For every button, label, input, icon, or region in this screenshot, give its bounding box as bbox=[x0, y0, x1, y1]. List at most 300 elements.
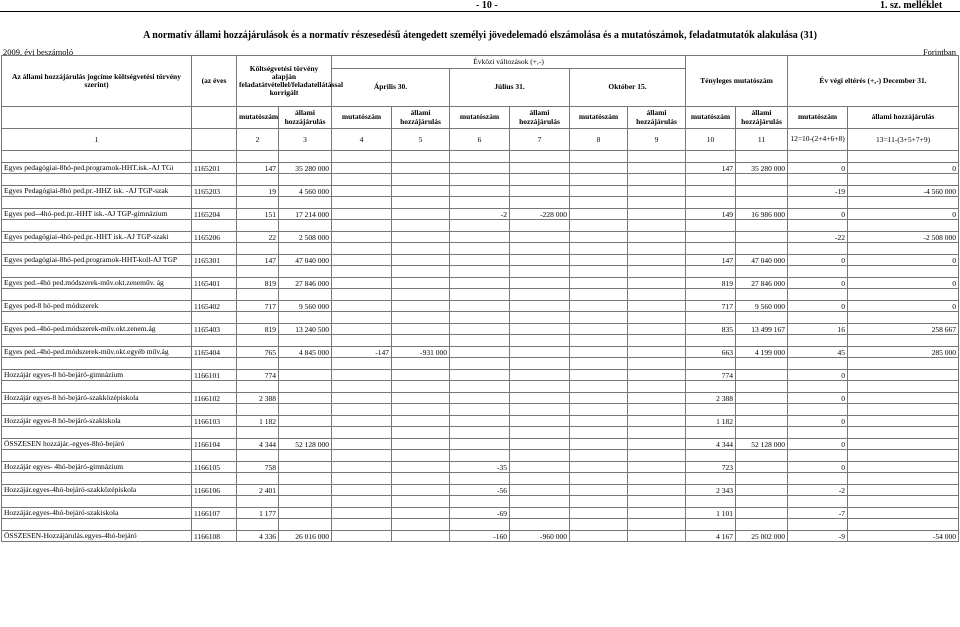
row-name: Egyes pedagógiai-8hó-ped.programok-HHT-koll-AJ TGP bbox=[2, 255, 192, 266]
row-cell-c3: 47 040 000 bbox=[279, 255, 332, 266]
row-cell-c5: -931 000 bbox=[392, 347, 450, 358]
row-cell-c3 bbox=[279, 370, 332, 381]
row-cell-c9 bbox=[628, 370, 686, 381]
row-cell-c7 bbox=[510, 416, 570, 427]
row-cell-c9 bbox=[628, 278, 686, 289]
row-spacer bbox=[2, 266, 959, 278]
row-name: Egyes ped.-4hó-ped.módszerek-műv.okt.zenem.ág bbox=[2, 324, 192, 335]
row-cell-c6 bbox=[450, 347, 510, 358]
sub-header-mutatoszam: mutatószám bbox=[788, 107, 848, 129]
row-cell-c8 bbox=[570, 209, 628, 220]
row-cell-c2: 147 bbox=[237, 255, 279, 266]
row-spacer bbox=[2, 404, 959, 416]
row-cell-c4 bbox=[332, 232, 392, 243]
row-cell-c8 bbox=[570, 485, 628, 496]
row-cell-c9 bbox=[628, 462, 686, 473]
row-cell-c3 bbox=[279, 416, 332, 427]
row-cell-c5 bbox=[392, 416, 450, 427]
row-cell-c7 bbox=[510, 370, 570, 381]
row-cell-c9 bbox=[628, 485, 686, 496]
table-row bbox=[2, 439, 959, 450]
row-cell-c2: 4 336 bbox=[237, 531, 279, 542]
row-cell-c6: -2 bbox=[450, 209, 510, 220]
row-cell-c13 bbox=[848, 416, 959, 427]
row-code: 1166104 bbox=[192, 439, 237, 450]
row-cell-c13: 0 bbox=[848, 163, 959, 174]
row-spacer bbox=[2, 243, 959, 255]
row-name: Hozzájár.egyes-4hó-bejáró-szakközépiskola bbox=[2, 485, 192, 496]
row-cell-c5 bbox=[392, 324, 450, 335]
row-cell-c12: -7 bbox=[788, 508, 848, 519]
row-cell-c10: 147 bbox=[686, 163, 736, 174]
row-cell-c12: 0 bbox=[788, 301, 848, 312]
row-cell-c6: -56 bbox=[450, 485, 510, 496]
row-cell-c2: 4 344 bbox=[237, 439, 279, 450]
header-july: Július 31. bbox=[450, 69, 570, 107]
row-cell-c11 bbox=[736, 462, 788, 473]
row-cell-c12: 0 bbox=[788, 209, 848, 220]
row-cell-c8 bbox=[570, 301, 628, 312]
row-cell-c6 bbox=[450, 186, 510, 197]
row-cell-c2: 151 bbox=[237, 209, 279, 220]
row-cell-c12: 45 bbox=[788, 347, 848, 358]
row-cell-c5 bbox=[392, 255, 450, 266]
row-cell-c8 bbox=[570, 324, 628, 335]
row-cell-c7 bbox=[510, 485, 570, 496]
row-cell-c8 bbox=[570, 347, 628, 358]
row-cell-c7 bbox=[510, 301, 570, 312]
column-number: 6 bbox=[450, 129, 510, 151]
row-cell-c4 bbox=[332, 186, 392, 197]
row-name: Hozzájár egyes- 4hó-bejáró-gimnázium bbox=[2, 462, 192, 473]
table-row bbox=[2, 393, 959, 404]
row-cell-c5 bbox=[392, 439, 450, 450]
row-cell-c9 bbox=[628, 416, 686, 427]
row-cell-c9 bbox=[628, 163, 686, 174]
row-cell-c8 bbox=[570, 416, 628, 427]
row-name: ÖSSZESEN hozzájár.-egyes-8hó-bejáró bbox=[2, 439, 192, 450]
row-cell-c13: 0 bbox=[848, 209, 959, 220]
row-cell-c12: 0 bbox=[788, 462, 848, 473]
row-code: 1165203 bbox=[192, 186, 237, 197]
row-cell-c10: 2 343 bbox=[686, 485, 736, 496]
row-cell-c5 bbox=[392, 301, 450, 312]
row-cell-c11: 4 199 000 bbox=[736, 347, 788, 358]
row-spacer bbox=[2, 358, 959, 370]
column-number: 3 bbox=[279, 129, 332, 151]
header-october: Október 15. bbox=[570, 69, 686, 107]
row-cell-c10: 774 bbox=[686, 370, 736, 381]
row-cell-c10 bbox=[686, 232, 736, 243]
row-cell-c9 bbox=[628, 508, 686, 519]
table-row bbox=[2, 209, 959, 220]
table-row bbox=[2, 416, 959, 427]
column-number: 12=10-(2+4+6+8) bbox=[788, 129, 848, 151]
row-cell-c10: 149 bbox=[686, 209, 736, 220]
row-cell-c6 bbox=[450, 393, 510, 404]
row-cell-c3 bbox=[279, 485, 332, 496]
main-title: A normatív állami hozzájárulások és a normatív részesedésű átengedett személyi jövedelemadó elszámolása és a mutatószámok, feladatmutatók alakulása (31) bbox=[143, 30, 817, 41]
row-cell-c2: 1 177 bbox=[237, 508, 279, 519]
row-cell-c13 bbox=[848, 370, 959, 381]
row-spacer bbox=[2, 312, 959, 324]
row-cell-c12: 16 bbox=[788, 324, 848, 335]
row-cell-c2: 819 bbox=[237, 324, 279, 335]
row-name: Egyes pedagógiai-8hó-ped.programok-HHT.isk.-AJ TGi bbox=[2, 163, 192, 174]
row-cell-c4 bbox=[332, 255, 392, 266]
row-cell-c11: 27 846 000 bbox=[736, 278, 788, 289]
row-cell-c9 bbox=[628, 347, 686, 358]
row-cell-c2: 717 bbox=[237, 301, 279, 312]
table-row bbox=[2, 255, 959, 266]
header-budget: Költségvetési törvény alapján feladatátvétellel/feladatellátással korrigált bbox=[237, 56, 332, 107]
row-cell-c7 bbox=[510, 393, 570, 404]
row-cell-c4 bbox=[332, 439, 392, 450]
row-cell-c5 bbox=[392, 186, 450, 197]
row-cell-c2: 774 bbox=[237, 370, 279, 381]
row-cell-c13 bbox=[848, 508, 959, 519]
row-cell-c5 bbox=[392, 531, 450, 542]
row-code: 1166101 bbox=[192, 370, 237, 381]
row-code: 1165404 bbox=[192, 347, 237, 358]
row-cell-c9 bbox=[628, 186, 686, 197]
row-cell-c6: -35 bbox=[450, 462, 510, 473]
row-cell-c5 bbox=[392, 370, 450, 381]
row-cell-c8 bbox=[570, 163, 628, 174]
row-name: Hozzájár egyes-8 hó-bejáró-szakközépiskola bbox=[2, 393, 192, 404]
row-cell-c10: 663 bbox=[686, 347, 736, 358]
row-cell-c11 bbox=[736, 186, 788, 197]
row-spacer bbox=[2, 450, 959, 462]
column-number: 10 bbox=[686, 129, 736, 151]
row-cell-c11 bbox=[736, 393, 788, 404]
row-cell-c11: 16 986 000 bbox=[736, 209, 788, 220]
row-code: 1166103 bbox=[192, 416, 237, 427]
row-cell-c12: -9 bbox=[788, 531, 848, 542]
row-cell-c13: 285 000 bbox=[848, 347, 959, 358]
row-cell-c8 bbox=[570, 232, 628, 243]
row-cell-c6: -69 bbox=[450, 508, 510, 519]
row-cell-c8 bbox=[570, 531, 628, 542]
row-cell-c10: 717 bbox=[686, 301, 736, 312]
row-cell-c3 bbox=[279, 508, 332, 519]
row-cell-c3: 2 508 000 bbox=[279, 232, 332, 243]
row-cell-c5 bbox=[392, 278, 450, 289]
row-cell-c12: 0 bbox=[788, 439, 848, 450]
column-number: 5 bbox=[392, 129, 450, 151]
row-name: Hozzájár egyes-8 hó-bejáró-gimnázium bbox=[2, 370, 192, 381]
row-cell-c7 bbox=[510, 255, 570, 266]
row-cell-c10: 835 bbox=[686, 324, 736, 335]
table-row bbox=[2, 163, 959, 174]
row-cell-c6: -160 bbox=[450, 531, 510, 542]
header-midyear: Évközi változások (+,-) bbox=[332, 56, 686, 69]
row-cell-c6 bbox=[450, 232, 510, 243]
row-cell-c3: 13 240 500 bbox=[279, 324, 332, 335]
row-cell-c7 bbox=[510, 439, 570, 450]
row-cell-c9 bbox=[628, 531, 686, 542]
row-cell-c2: 819 bbox=[237, 278, 279, 289]
row-cell-c11: 47 040 000 bbox=[736, 255, 788, 266]
row-cell-c9 bbox=[628, 232, 686, 243]
row-spacer bbox=[2, 197, 959, 209]
row-cell-c6 bbox=[450, 324, 510, 335]
row-cell-c12: 0 bbox=[788, 393, 848, 404]
row-code: 1165201 bbox=[192, 163, 237, 174]
row-cell-c7: -960 000 bbox=[510, 531, 570, 542]
row-code: 1165403 bbox=[192, 324, 237, 335]
row-cell-c9 bbox=[628, 393, 686, 404]
row-cell-c6 bbox=[450, 255, 510, 266]
header-code: (az éves bbox=[192, 56, 237, 107]
row-cell-c8 bbox=[570, 370, 628, 381]
row-spacer bbox=[2, 174, 959, 186]
row-cell-c11 bbox=[736, 416, 788, 427]
row-cell-c4 bbox=[332, 278, 392, 289]
row-cell-c2: 2 388 bbox=[237, 393, 279, 404]
row-spacer bbox=[2, 289, 959, 301]
row-name: Egyes ped--4hó-ped.pr.-HHT isk.-AJ TGP-gimnázium bbox=[2, 209, 192, 220]
row-code: 1166107 bbox=[192, 508, 237, 519]
table-row bbox=[2, 370, 959, 381]
row-cell-c13: 0 bbox=[848, 278, 959, 289]
row-spacer bbox=[2, 519, 959, 531]
row-name: Egyes pedagógiai-4hó-ped.pr.-HHT isk.-AJ TGP-szaki bbox=[2, 232, 192, 243]
table-row bbox=[2, 508, 959, 519]
table-body bbox=[2, 151, 959, 542]
row-cell-c4: -147 bbox=[332, 347, 392, 358]
column-number: 9 bbox=[628, 129, 686, 151]
row-cell-c3: 27 846 000 bbox=[279, 278, 332, 289]
sub-header-hozzajarulas: állami hozzájárulás bbox=[628, 107, 686, 129]
row-cell-c10: 2 388 bbox=[686, 393, 736, 404]
row-cell-c11 bbox=[736, 370, 788, 381]
row-name: Hozzájár egyes-8 hó-bejáró-szakiskola bbox=[2, 416, 192, 427]
sub-header-hozzajarulas: állami hozzájárulás bbox=[736, 107, 788, 129]
header-actual: Tényleges mutatószám bbox=[686, 56, 788, 107]
row-code: 1165402 bbox=[192, 301, 237, 312]
row-cell-c7 bbox=[510, 278, 570, 289]
page-number: - 10 - bbox=[476, 0, 498, 11]
row-cell-c11: 9 560 000 bbox=[736, 301, 788, 312]
sub-header-mutatoszam: mutatószám bbox=[450, 107, 510, 129]
row-cell-c7 bbox=[510, 508, 570, 519]
row-cell-c3 bbox=[279, 462, 332, 473]
row-cell-c10: 4 167 bbox=[686, 531, 736, 542]
column-number: 7 bbox=[510, 129, 570, 151]
row-cell-c9 bbox=[628, 301, 686, 312]
row-cell-c4 bbox=[332, 416, 392, 427]
row-cell-c2: 147 bbox=[237, 163, 279, 174]
row-spacer bbox=[2, 220, 959, 232]
row-cell-c3: 35 280 000 bbox=[279, 163, 332, 174]
table-row bbox=[2, 324, 959, 335]
row-cell-c11: 52 128 000 bbox=[736, 439, 788, 450]
row-name: Egyes ped.-4hó-ped.módszerek-műv.okt.egyéb műv.ág bbox=[2, 347, 192, 358]
row-cell-c12: 0 bbox=[788, 163, 848, 174]
row-cell-c7 bbox=[510, 324, 570, 335]
row-cell-c12: 0 bbox=[788, 370, 848, 381]
column-number: 2 bbox=[237, 129, 279, 151]
sub-header-mutatoszam: mutatószám bbox=[237, 107, 279, 129]
row-code: 1165401 bbox=[192, 278, 237, 289]
row-spacer bbox=[2, 151, 959, 163]
row-cell-c6 bbox=[450, 439, 510, 450]
table-row bbox=[2, 531, 959, 542]
column-number: 1 bbox=[2, 129, 192, 151]
row-cell-c2: 2 401 bbox=[237, 485, 279, 496]
row-name: Hozzájár.egyes-4hó-bejáró-szakiskola bbox=[2, 508, 192, 519]
row-cell-c8 bbox=[570, 255, 628, 266]
row-cell-c10: 4 344 bbox=[686, 439, 736, 450]
row-cell-c12: -22 bbox=[788, 232, 848, 243]
row-cell-c13: -4 560 000 bbox=[848, 186, 959, 197]
row-spacer bbox=[2, 335, 959, 347]
column-number: 13=11-(3+5+7+9) bbox=[848, 129, 959, 151]
row-cell-c3: 52 128 000 bbox=[279, 439, 332, 450]
row-cell-c6 bbox=[450, 278, 510, 289]
row-cell-c3: 4 560 000 bbox=[279, 186, 332, 197]
row-code: 1166105 bbox=[192, 462, 237, 473]
row-cell-c3: 4 845 000 bbox=[279, 347, 332, 358]
row-cell-c12: -2 bbox=[788, 485, 848, 496]
row-cell-c7: -228 000 bbox=[510, 209, 570, 220]
row-name: ÖSSZESEN-Hozzájárulás.egyes-4hó-bejáró bbox=[2, 531, 192, 542]
header-april: Április 30. bbox=[332, 69, 450, 107]
row-cell-c2: 758 bbox=[237, 462, 279, 473]
row-cell-c10: 819 bbox=[686, 278, 736, 289]
table-row bbox=[2, 301, 959, 312]
row-cell-c8 bbox=[570, 393, 628, 404]
row-cell-c10: 147 bbox=[686, 255, 736, 266]
row-cell-c3: 9 560 000 bbox=[279, 301, 332, 312]
row-cell-c3: 17 214 000 bbox=[279, 209, 332, 220]
row-code: 1165204 bbox=[192, 209, 237, 220]
row-cell-c11 bbox=[736, 508, 788, 519]
row-code: 1166108 bbox=[192, 531, 237, 542]
row-cell-c8 bbox=[570, 278, 628, 289]
row-cell-c5 bbox=[392, 209, 450, 220]
table-row bbox=[2, 485, 959, 496]
row-cell-c7 bbox=[510, 462, 570, 473]
row-cell-c2: 765 bbox=[237, 347, 279, 358]
row-cell-c10 bbox=[686, 186, 736, 197]
row-cell-c4 bbox=[332, 209, 392, 220]
row-cell-c13: -2 508 000 bbox=[848, 232, 959, 243]
row-cell-c11: 13 499 167 bbox=[736, 324, 788, 335]
row-cell-c13 bbox=[848, 485, 959, 496]
row-cell-c7 bbox=[510, 347, 570, 358]
row-cell-c10: 723 bbox=[686, 462, 736, 473]
row-cell-c13 bbox=[848, 462, 959, 473]
row-cell-c4 bbox=[332, 462, 392, 473]
row-name: Egyes Pedagógiai-8hó ped.pr.-HHZ isk. -AJ TGP-szak bbox=[2, 186, 192, 197]
row-cell-c7 bbox=[510, 232, 570, 243]
row-cell-c13 bbox=[848, 393, 959, 404]
row-cell-c13 bbox=[848, 439, 959, 450]
table-row bbox=[2, 347, 959, 358]
report-label: 2009. évi beszámoló bbox=[3, 47, 74, 57]
row-cell-c8 bbox=[570, 462, 628, 473]
row-cell-c4 bbox=[332, 370, 392, 381]
row-cell-c2: 22 bbox=[237, 232, 279, 243]
row-cell-c2: 19 bbox=[237, 186, 279, 197]
sub-header-hozzajarulas: állami hozzájárulás bbox=[392, 107, 450, 129]
header-rule bbox=[0, 11, 960, 12]
sub-header-hozzajarulas: állami hozzájárulás bbox=[279, 107, 332, 129]
row-cell-c11: 35 280 000 bbox=[736, 163, 788, 174]
row-cell-c8 bbox=[570, 508, 628, 519]
column-number: 8 bbox=[570, 129, 628, 151]
column-number: 4 bbox=[332, 129, 392, 151]
row-cell-c11 bbox=[736, 485, 788, 496]
row-code: 1165301 bbox=[192, 255, 237, 266]
row-code: 1165206 bbox=[192, 232, 237, 243]
row-cell-c2: 1 182 bbox=[237, 416, 279, 427]
row-cell-c6 bbox=[450, 301, 510, 312]
row-cell-c13: -54 000 bbox=[848, 531, 959, 542]
row-cell-c4 bbox=[332, 508, 392, 519]
table-row bbox=[2, 186, 959, 197]
sub-header-mutatoszam: mutatószám bbox=[570, 107, 628, 129]
column-number: 11 bbox=[736, 129, 788, 151]
row-cell-c7 bbox=[510, 163, 570, 174]
row-cell-c9 bbox=[628, 209, 686, 220]
sub-header-mutatoszam: mutatószám bbox=[332, 107, 392, 129]
sub-header-hozzajarulas: állami hozzájárulás bbox=[510, 107, 570, 129]
table-row bbox=[2, 462, 959, 473]
header-yearend: Év végi eltérés (+,-) December 31. bbox=[788, 56, 959, 107]
row-cell-c6 bbox=[450, 416, 510, 427]
row-cell-c4 bbox=[332, 324, 392, 335]
row-name: Egyes ped.-4hó ped.módszerek-műv.okt.zeneműv. ág bbox=[2, 278, 192, 289]
row-cell-c9 bbox=[628, 439, 686, 450]
row-cell-c9 bbox=[628, 324, 686, 335]
annex-label: 1. sz. melléklet bbox=[880, 0, 943, 11]
row-name: Egyes ped-8 hó-ped módszerek bbox=[2, 301, 192, 312]
row-cell-c5 bbox=[392, 462, 450, 473]
row-spacer bbox=[2, 473, 959, 485]
row-cell-c5 bbox=[392, 232, 450, 243]
row-spacer bbox=[2, 427, 959, 439]
row-cell-c5 bbox=[392, 508, 450, 519]
row-cell-c11 bbox=[736, 232, 788, 243]
row-cell-c8 bbox=[570, 439, 628, 450]
header-jogcim: Az állami hozzájárulás jogcíme költségvetési törvény szerint) bbox=[2, 56, 192, 107]
row-cell-c13: 0 bbox=[848, 255, 959, 266]
row-cell-c4 bbox=[332, 485, 392, 496]
row-cell-c6 bbox=[450, 163, 510, 174]
row-cell-c3: 26 016 000 bbox=[279, 531, 332, 542]
allocation-table bbox=[1, 55, 959, 542]
row-cell-c12: 0 bbox=[788, 278, 848, 289]
row-cell-c5 bbox=[392, 485, 450, 496]
row-cell-c5 bbox=[392, 163, 450, 174]
row-cell-c13: 258 667 bbox=[848, 324, 959, 335]
row-cell-c4 bbox=[332, 163, 392, 174]
row-cell-c6 bbox=[450, 370, 510, 381]
row-spacer bbox=[2, 496, 959, 508]
row-cell-c12: 0 bbox=[788, 255, 848, 266]
row-cell-c11: 25 002 000 bbox=[736, 531, 788, 542]
row-cell-c5 bbox=[392, 393, 450, 404]
sub-header-hozzajarulas: állami hozzájárulás bbox=[848, 107, 959, 129]
row-cell-c10: 1 101 bbox=[686, 508, 736, 519]
table-row bbox=[2, 232, 959, 243]
row-cell-c4 bbox=[332, 531, 392, 542]
table-row bbox=[2, 278, 959, 289]
row-cell-c4 bbox=[332, 301, 392, 312]
